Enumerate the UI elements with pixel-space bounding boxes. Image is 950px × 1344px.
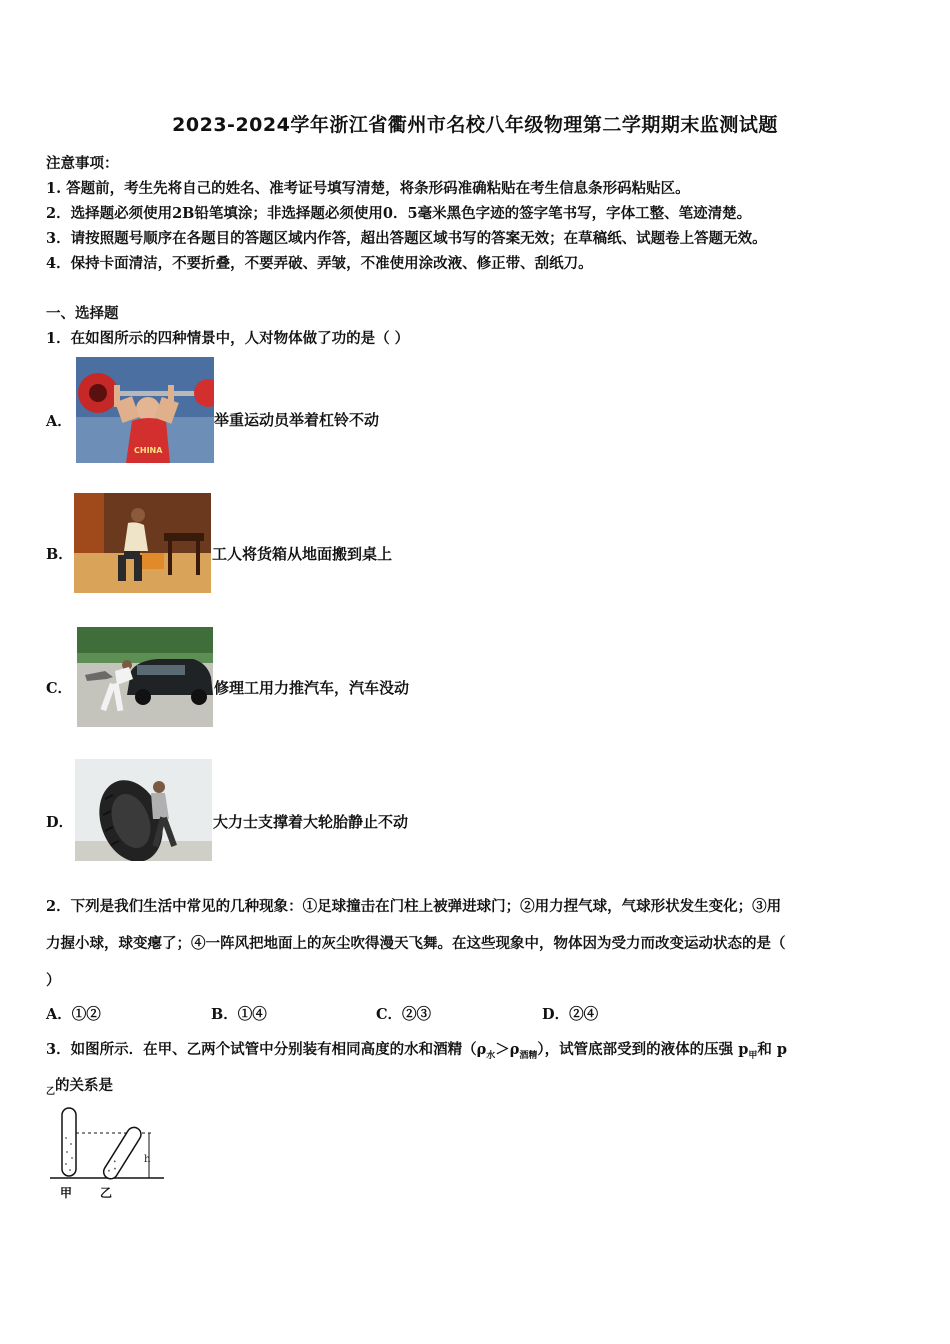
height-label: h: [144, 1154, 151, 1165]
tire-strongman-photo: [75, 759, 212, 861]
tube-yi-label: 乙: [100, 1186, 113, 1200]
notice-item-1: 1. 答题前，考生先将自己的姓名、准考证号填写清楚，将条形码准确粘贴在考生信息条形码粘贴区。: [46, 180, 690, 197]
photo-jersey-text: CHINA: [134, 446, 163, 455]
question-2-line-2: 力握小球，球变瘪了；④一阵风把地面上的灰尘吹得漫天飞舞。在这些现象中，物体因为受力而改变运动状态的是（: [46, 935, 786, 952]
notice-item-3: 3．请按照题号顺序在各题目的答题区域内作答，超出答题区域书写的答案无效；在草稿纸、试题卷上答题无效。: [46, 230, 767, 247]
section-heading: 一、选择题: [46, 305, 119, 322]
option-d-label: D．: [46, 814, 74, 831]
option-a-text: 举重运动员举着杠铃不动: [214, 411, 380, 429]
question-2-choice-b: B．①④: [211, 1006, 267, 1023]
tube-jia-label: 甲: [60, 1186, 73, 1200]
question-2-line-1: 2．下列是我们生活中常见的几种现象：①足球撞击在门柱上被弹进球门；②用力捏气球，气球形状发生变化；③用: [46, 898, 782, 915]
question-2-choice-c: C．②③: [376, 1006, 432, 1023]
worker-lifting-box-photo: [74, 493, 211, 593]
option-b-label: B．: [46, 546, 73, 563]
option-c-label: C．: [46, 680, 73, 697]
question-3-line-2: $_乙$的关系是: [46, 1077, 114, 1097]
option-c-text: 修理工用力推汽车，汽车没动: [214, 679, 410, 697]
notice-item-2: 2．选择题必须使用2B铅笔填涂；非选择题必须使用0．5毫米黑色字迹的签字笔书写，字体工整、笔迹清楚。: [46, 205, 752, 222]
notice-heading: 注意事项：: [46, 155, 119, 172]
weightlifter-photo: [76, 357, 214, 463]
option-b-text: 工人将货箱从地面搬到桌上: [212, 545, 393, 563]
question-2-line-3: ）: [46, 972, 61, 989]
question-3-line-1: 3．如图所示．在甲、乙两个试管中分别装有相同高度的水和酒精$(\rho_水>\rho_{酒精})$，试管底部受到的液体的压强 $p_甲$和 p: [46, 1041, 788, 1061]
question-1-stem: 1．在如图所示的四种情景中，人对物体做了功的是（ ）: [46, 330, 410, 347]
page-title: 2023-2024学年浙江省衢州市名校八年级物理第二学期期末监测试题: [172, 114, 778, 136]
notice-item-4: 4．保持卡面清洁，不要折叠，不要弄破、弄皱，不准使用涂改液、修正带、刮纸刀。: [46, 255, 593, 272]
option-a-label: A．: [46, 413, 72, 430]
question-2-choice-d: D．②④: [542, 1006, 599, 1023]
option-d-text: 大力士支撑着大轮胎静止不动: [213, 813, 409, 831]
test-tubes-figure: [46, 1104, 168, 1204]
question-2-choice-a: A．①②: [46, 1006, 101, 1023]
pushing-car-photo: [77, 627, 213, 727]
